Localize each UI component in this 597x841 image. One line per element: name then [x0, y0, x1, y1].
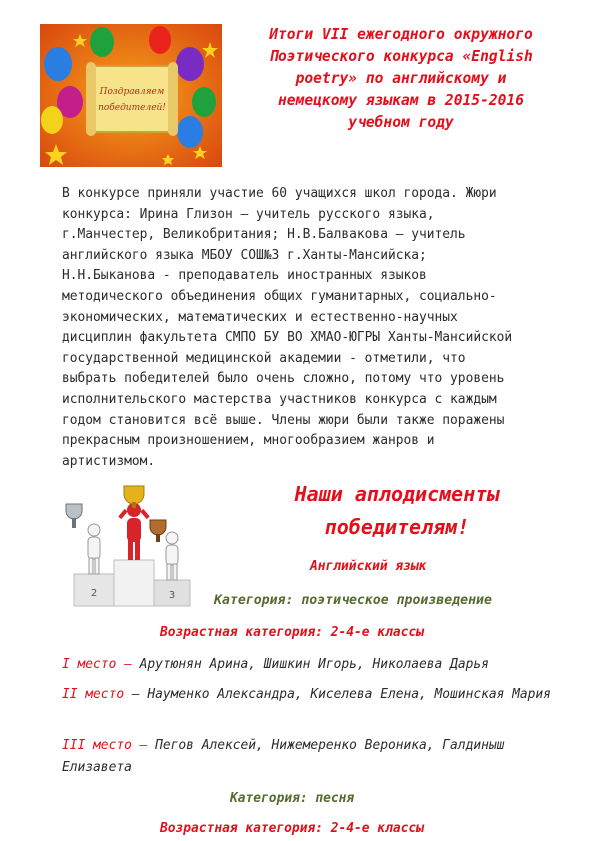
place-1-names: Арутюнян Арина, Шишкин Игорь, Николаева Дарья	[131, 657, 489, 672]
intro-line: конкурса: Ирина Глизон – учитель русского языка,	[62, 206, 435, 222]
congratulations-illustration	[40, 24, 222, 167]
title-line-1: Итоги VII ежегодного окружного	[269, 26, 533, 43]
intro-line: прекрасным произношением, многообразием жанров и	[62, 433, 435, 449]
age-category-heading-1: Возрастная категория: 2-4-е классы	[160, 625, 424, 640]
intro-line: В конкурсе приняли участие 60 учащихся школ города. Жюри	[62, 186, 497, 201]
podium-trophies-icon	[56, 480, 196, 612]
place-3-label: III место –	[62, 738, 148, 753]
intro-line: г.Манчестер, Великобритания; Н.В.Балвакова – учитель	[62, 227, 466, 243]
title-line-3: poetry» по английскому и	[295, 70, 507, 87]
intro-paragraph	[62, 184, 562, 472]
svg-text:победителей!: победителей!	[98, 103, 166, 113]
place-2-entry	[62, 684, 562, 706]
intro-line: артистизмом.	[62, 453, 156, 469]
place-3-entry	[62, 735, 562, 779]
intro-line: дисциплин факультета СМПО БУ ВО ХМАО-ЮГРЫ Ханты-Мансийской	[62, 330, 513, 346]
applause-heading	[216, 478, 578, 544]
podium-number-3: 3	[168, 590, 176, 601]
place-1-label: I место –	[62, 657, 132, 672]
intro-line: экономических, математических и естественно-научных	[62, 309, 458, 325]
gold-trophy-icon	[124, 486, 144, 508]
language-heading: Английский язык	[310, 559, 427, 574]
intro-line: годом становится всё выше. Члены жюри были также поражены	[62, 412, 505, 428]
place-2-names: – Науменко Александра, Киселева Елена, Мошинская Мария	[124, 687, 551, 702]
silver-trophy-icon	[66, 504, 82, 528]
bronze-trophy-icon	[150, 520, 166, 542]
applause-line-2: победителям!	[324, 515, 470, 539]
intro-line: государственной медицинской академии - отметили, что	[62, 350, 466, 366]
winner-figure-red	[118, 503, 149, 560]
category-heading-song: Категория: песня	[230, 791, 355, 806]
age-category-heading-2: Возрастная категория: 2-4-е классы	[160, 821, 424, 836]
page-title	[228, 24, 574, 134]
title-line-5: учебном году	[348, 114, 454, 131]
intro-line: исполнительского мастерства участников конкурса с каждым	[62, 391, 497, 407]
podium-illustration	[56, 480, 196, 612]
svg-text:Поздравляем: Поздравляем	[99, 87, 165, 97]
intro-line: методического объединения общих гуманитарных, социально-	[62, 288, 497, 304]
title-line-2: Поэтического конкурса «English	[269, 48, 533, 65]
second-figure	[88, 524, 100, 574]
intro-line: английского языка МБОУ СОШ№3 г.Ханты-Мансийска;	[62, 247, 427, 263]
category-heading-poetry: Категория: поэтическое произведение	[214, 593, 492, 608]
intro-line: выбрать победителей было очень сложно, потому что уровень	[62, 371, 505, 387]
congratulations-banner	[40, 24, 222, 167]
place-3-names: Пегов Алексей, Нижемеренко Вероника, Галдиныш Елизавета	[62, 738, 505, 775]
title-line-4: немецкому языкам в 2015-2016	[277, 92, 524, 109]
intro-line: Н.Н.Быканова - преподаватель иностранных языков	[62, 268, 427, 284]
applause-line-1: Наши аплодисменты	[294, 482, 500, 506]
podium-number-2: 2	[90, 588, 98, 599]
place-1-entry	[62, 654, 562, 676]
place-2-label: II место	[62, 687, 125, 702]
third-figure	[166, 532, 178, 580]
